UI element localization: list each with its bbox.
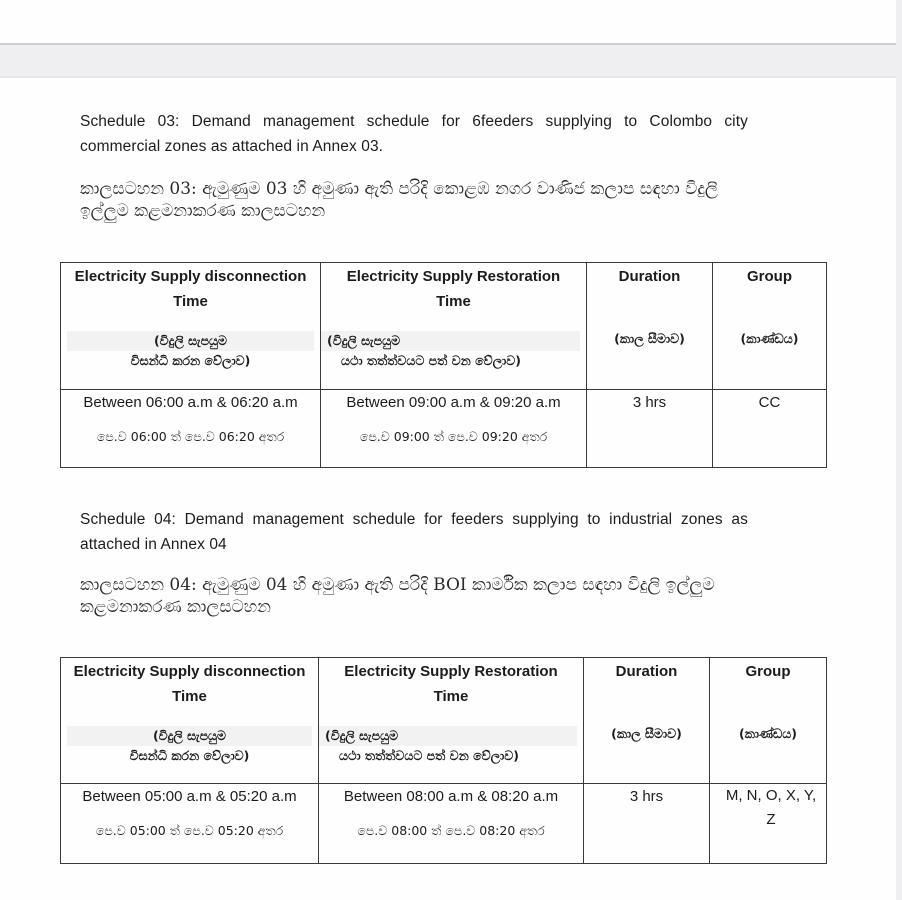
header-restoration-time xyxy=(321,263,587,390)
header-disconnection-time xyxy=(61,658,319,784)
header-label-en: Electricity Supply Restoration Time xyxy=(344,663,558,705)
header-label-si: (කාල සීමාව) xyxy=(611,726,682,741)
header-label-si: (විදුලි සැපයුම යථා තත්ත්වයට පත් වන වේලාව) xyxy=(319,726,583,766)
schedule-04-title-si: කාලසටහන 04: ඇමුණුම 04 හි අමුණා ඇති පරිදි BOI කාර්මික කලාප සඳහා විදුලි ඉල්ලුම කළමනාකරණ කාලසටහන xyxy=(80,575,715,617)
header-label-en: Group xyxy=(747,268,792,285)
header-label-en: Electricity Supply Restoration Time xyxy=(346,268,561,310)
header-label-si: (විදුලි සැපයුම යථා තත්ත්වයට පත් වන වේලාව) xyxy=(321,331,586,371)
schedule-03-title-en: Schedule 03: Demand management schedule for 6feeders supplying to Colombo city commercial zones as attached in Annex 03. xyxy=(80,113,748,155)
header-label-si: (කාණ්ඩය) xyxy=(739,726,797,741)
schedule-04-title-en: Schedule 04: Demand management schedule for feeders supplying to industrial zones as attached in Annex 04 xyxy=(80,511,748,553)
header-label-si: (විදුලි සැපයුම විසන්ධි කරන වේලාව) xyxy=(61,726,318,766)
page-separator xyxy=(0,43,896,78)
header-group xyxy=(710,658,827,784)
header-duration xyxy=(587,263,713,390)
header-group xyxy=(713,263,827,390)
viewer-top-area xyxy=(0,0,896,43)
schedule-04-table xyxy=(60,657,827,864)
header-disconnection-time xyxy=(61,263,321,390)
header-label-en: Electricity Supply disconnection Time xyxy=(73,663,306,705)
header-restoration-time xyxy=(319,658,584,784)
schedule-03-title-si: කාලසටහන 03: ඇමුණුම 03 හි අමුණා ඇති පරිදි කොළඹ නගර වාණිජ කලාප සඳහා විදුලි ඉල්ලුම කළමනාකරණ කාලසටහන xyxy=(80,179,718,221)
cell-restoration: Between 09:00 a.m & 09:20 a.m පෙ.ව 09:00 ත් පෙ.ව 09:20 අතර xyxy=(321,390,587,468)
header-label-si: (කාණ්ඩය) xyxy=(740,331,799,346)
table-header-row xyxy=(61,263,827,390)
document-page xyxy=(0,78,896,900)
table-row xyxy=(61,390,827,468)
header-duration xyxy=(584,658,710,784)
cell-disconnection: Between 05:00 a.m & 05:20 a.m පෙ.ව 05:00 ත් පෙ.ව 05:20 අතර xyxy=(61,784,319,864)
header-label-en: Duration xyxy=(618,268,681,285)
cell-restoration: Between 08:00 a.m & 08:20 a.m පෙ.ව 08:00 ත් පෙ.ව 08:20 අතර xyxy=(319,784,584,864)
header-label-si: (විදුලි සැපයුම විසන්ධි කරන වේලාව) xyxy=(61,331,320,371)
cell-group: CC xyxy=(713,390,827,468)
schedule-03-table xyxy=(60,262,827,468)
viewer-scrollbar-track[interactable] xyxy=(896,0,902,900)
cell-duration: 3 hrs xyxy=(584,784,710,864)
cell-disconnection: Between 06:00 a.m & 06:20 a.m පෙ.ව 06:00 ත් පෙ.ව 06:20 අතර xyxy=(61,390,321,468)
header-label-en: Electricity Supply disconnection Time xyxy=(74,268,307,310)
table-row xyxy=(61,784,827,864)
cell-group: M, N, O, X, Y, Z xyxy=(710,784,827,864)
table-header-row xyxy=(61,658,827,784)
header-label-en: Duration xyxy=(615,663,678,680)
header-label-si: (කාල සීමාව) xyxy=(614,331,685,346)
cell-duration: 3 hrs xyxy=(587,390,713,468)
header-label-en: Group xyxy=(745,663,791,680)
